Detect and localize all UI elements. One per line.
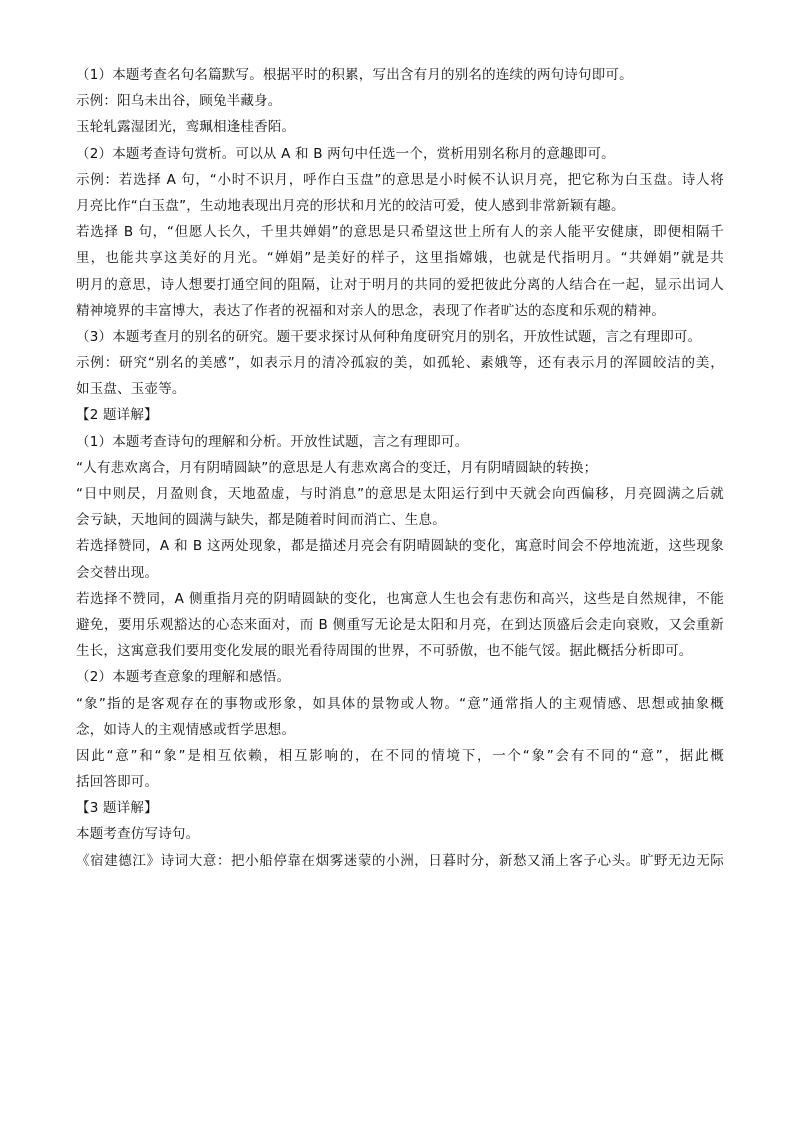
text-line: “日中则昃，月盈则食，天地盈虚，与时消息”的意思是太阳运行到中天就会向西偏移，月亮圆满之后就 <box>76 486 724 502</box>
text-line: 里，也能共享这美好的月光。“婵娟”是美好的样子，这里指嫦娥，也就是代指明月。“共婵娟”就是共 <box>76 250 724 267</box>
text-line: （1）本题考查名句名篇默写。根据平时的积累，写出含有月的别名的连续的两句诗句即可。 <box>76 67 633 83</box>
text-line: （2）本题考查诗句赏析。可以从 A 和 B 两句中任选一个，赏析用别名称月的意趣即可。 <box>76 145 615 162</box>
text-line: 示例：若选择 A 句，“小时不识月，呼作白玉盘”的意思是小时候不认识月亮，把它称为白玉盘。诗人将 <box>76 171 724 188</box>
text-line: 本题考查仿写诗句。 <box>76 826 200 843</box>
text-line: 玉轮轧露湿团光，鸾珮相逢桂香陌。 <box>76 119 296 136</box>
text-line: 生长，这寓意我们要用变化发展的眼光看待周围的世界，不可骄傲，也不能气馁。据此概括分析即可。 <box>76 643 693 660</box>
text-line: 会亏缺，天地间的圆满与缺失，都是随着时间而消亡、生息。 <box>76 512 446 529</box>
text-line: 括回答即可。 <box>76 774 159 791</box>
text-line: （3）本题考查月的别名的研究。题干要求探讨从何种角度研究月的别名，开放性试题，言之有理即可。 <box>76 328 702 345</box>
text-line: （2）本题考查意象的理解和感悟。 <box>76 669 291 686</box>
text-line: 若选择赞同，A 和 B 这两处现象，都是描述月亮会有阴晴圆缺的变化，寓意时间会不停地流逝，这些现象 <box>76 538 724 555</box>
text-line: 若选择不赞同，A 侧重指月亮的阴晴圆缺的变化，也寓意人生也会有悲伤和高兴，这些是自然规律，不能 <box>76 590 724 607</box>
text-line: 月亮比作“白玉盘”，生动地表现出月亮的形状和月光的皎洁可爱，使人感到非常新颖有趣。 <box>76 197 625 214</box>
text-line: 明月的意思，诗人想要打通空间的阻隔，让对于明月的共同的爱把彼此分离的人结合在一起，显示出词人 <box>76 276 724 293</box>
text-line: 会交替出现。 <box>76 564 159 581</box>
text-line: 示例：研究“别名的美感”，如表示月的清冷孤寂的美，如孤轮、素娥等，还有表示月的浑圆皎洁的美， <box>76 355 724 372</box>
document-body <box>76 62 724 874</box>
text-line: 因此“意”和“象”是相互依赖，相互影响的，在不同的情境下，一个“象”会有不同的“意”，据此概 <box>76 747 724 764</box>
section-heading: 【3 题详解】 <box>76 800 158 817</box>
text-line: 念，如诗人的主观情感或哲学思想。 <box>76 721 296 738</box>
text-line: 避免，要用乐观豁达的心态来面对，而 B 侧重写无论是太阳和月亮，在到达顶盛后会走向衰败，又会重新 <box>76 616 724 633</box>
text-line: “象”指的是客观存在的事物或形象，如具体的景物或人物。“意”通常指人的主观情感、思想或抽象概 <box>76 695 724 712</box>
text-line: “人有悲欢离合，月有阴晴圆缺”的意思是人有悲欢离合的变迁，月有阴晴圆缺的转换； <box>76 459 598 476</box>
text-line: （1）本题考查诗句的理解和分析。开放性试题，言之有理即可。 <box>76 433 469 450</box>
text-line: 精神境界的丰富博大，表达了作者的祝福和对亲人的思念，表现了作者旷达的态度和乐观的精神。 <box>76 302 666 319</box>
text-line: 如玉盘、玉壶等。 <box>76 381 186 398</box>
text-line: 若选择 B 句，“但愿人长久，千里共婵娟”的意思是只希望这世上所有人的亲人能平安健康，即便相隔千 <box>76 224 724 241</box>
text-line: 《宿建德江》诗词大意：把小船停靠在烟雾迷蒙的小洲，日暮时分，新愁又涌上客子心头。旷野无边无际 <box>76 852 724 869</box>
text-line: 示例：阳乌未出谷，顾兔半藏身。 <box>76 93 282 110</box>
section-heading: 【2 题详解】 <box>76 407 158 424</box>
